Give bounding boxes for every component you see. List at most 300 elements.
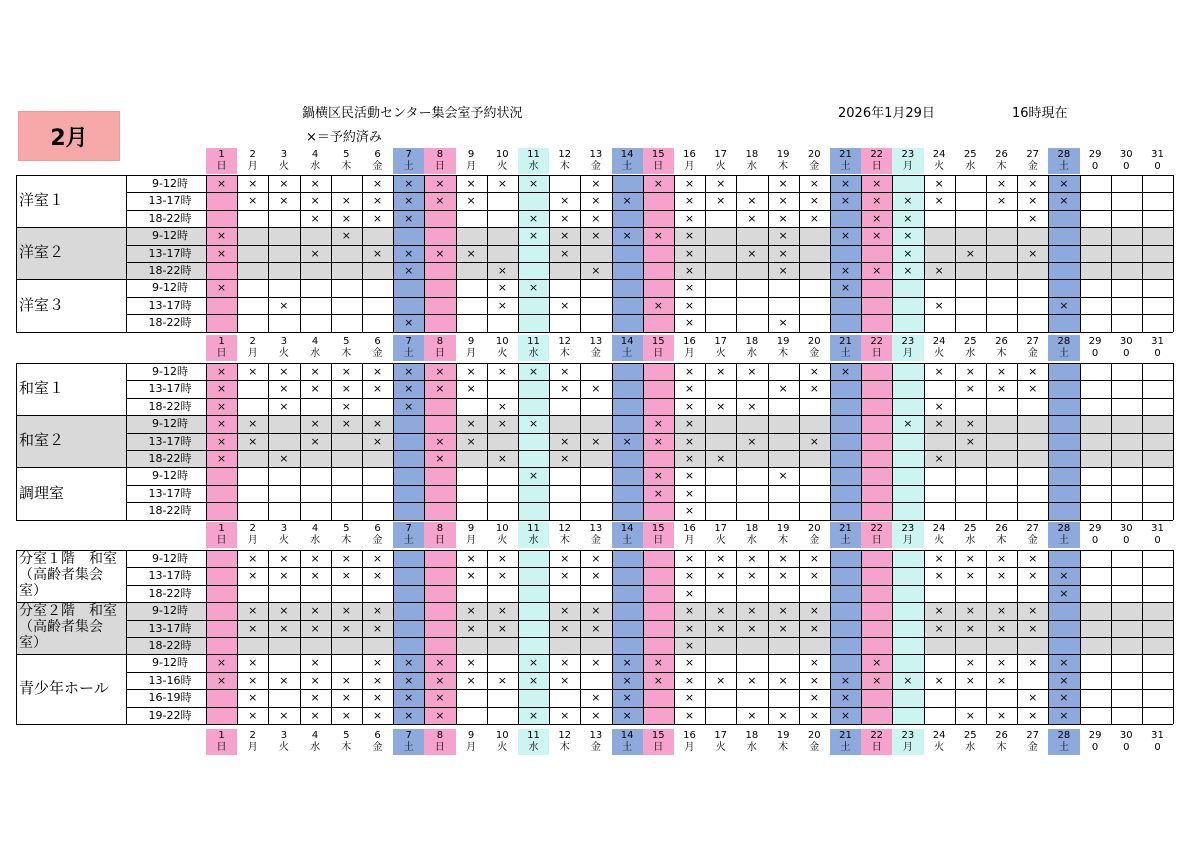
- day-weekday: 土: [1058, 535, 1069, 546]
- reserved-mark: ×: [684, 604, 695, 618]
- reserved-mark: ×: [1028, 708, 1038, 722]
- grid-vline: [549, 363, 550, 520]
- reserved-mark: ×: [404, 211, 414, 225]
- reserved-mark: ×: [497, 365, 507, 378]
- day-weekday: 水: [746, 348, 757, 359]
- reserved-mark: ×: [684, 281, 695, 295]
- grid-vline: [736, 550, 737, 724]
- day-number: 28: [1057, 336, 1071, 347]
- row-line: [126, 485, 1173, 486]
- reserved-mark: ×: [1028, 194, 1038, 208]
- reserved-mark: ×: [778, 211, 788, 225]
- time-slot: 13-17時: [148, 382, 192, 396]
- reserved-mark: ×: [372, 656, 383, 670]
- reserved-mark: ×: [778, 229, 788, 243]
- reserved-mark: ×: [310, 382, 320, 396]
- reserved-mark: ×: [684, 316, 695, 330]
- reserved-mark: ×: [809, 365, 819, 378]
- day-number: 27: [1026, 523, 1040, 534]
- day-weekday: 土: [1058, 742, 1069, 753]
- reserved-mark: ×: [1059, 656, 1069, 670]
- reserved-mark: ×: [934, 417, 944, 431]
- grid-vline: [1142, 363, 1143, 520]
- reserved-mark: ×: [778, 382, 788, 396]
- day-weekday: 日: [216, 535, 227, 546]
- day-number: 9: [467, 336, 475, 347]
- day-column-bg: [1048, 467, 1079, 519]
- reserved-mark: ×: [903, 246, 913, 260]
- reserved-mark: ×: [341, 382, 351, 396]
- day-weekday: 水: [746, 535, 757, 546]
- day-weekday: 日: [871, 742, 882, 753]
- day-weekday: 水: [528, 535, 539, 546]
- day-weekday: 月: [684, 348, 695, 359]
- reserved-mark: ×: [310, 604, 320, 618]
- day-weekday: 金: [590, 161, 601, 172]
- day-weekday: 金: [590, 348, 601, 359]
- reserved-mark: ×: [248, 569, 258, 583]
- day-number: 23: [901, 523, 915, 534]
- reserved-mark: ×: [747, 399, 757, 413]
- day-number: 21: [839, 523, 852, 534]
- reserved-mark: ×: [1059, 194, 1069, 208]
- reserved-mark: ×: [872, 229, 882, 243]
- day-number: 15: [651, 523, 665, 534]
- day-weekday: 火: [715, 348, 726, 359]
- reserved-mark: ×: [809, 194, 819, 208]
- grid-vline: [580, 363, 581, 520]
- day-weekday: 土: [622, 161, 633, 172]
- reserved-mark: ×: [716, 194, 726, 208]
- reserved-mark: ×: [965, 604, 975, 618]
- reserved-mark: ×: [622, 194, 632, 208]
- reserved-mark: ×: [716, 673, 726, 687]
- day-weekday: 水: [965, 535, 976, 546]
- reserved-mark: ×: [404, 708, 414, 722]
- grid-vline: [1142, 550, 1143, 724]
- grid-vline: [237, 363, 238, 520]
- day-number: 25: [963, 730, 977, 741]
- reserved-mark: ×: [560, 552, 570, 565]
- day-number: 7: [405, 523, 412, 534]
- day-weekday: 木: [559, 742, 570, 753]
- reserved-mark: ×: [248, 552, 258, 565]
- day-weekday: 日: [216, 348, 227, 359]
- day-column-bg: [612, 550, 643, 602]
- day-weekday: 木: [996, 161, 1007, 172]
- reserved-mark: ×: [341, 673, 351, 687]
- day-weekday: 土: [622, 348, 633, 359]
- reserved-mark: ×: [1028, 569, 1038, 583]
- day-column-bg: [830, 602, 861, 654]
- reserved-mark: ×: [310, 434, 320, 448]
- grid-vline: [1017, 175, 1018, 332]
- day-column-bg: [424, 467, 455, 519]
- day-weekday: 土: [403, 348, 414, 359]
- reserved-mark: ×: [216, 417, 227, 431]
- day-weekday: 日: [434, 161, 445, 172]
- day-weekday: 木: [341, 161, 352, 172]
- time-slot: 18-22時: [148, 586, 192, 600]
- day-weekday: 水: [746, 161, 757, 172]
- reserved-mark: ×: [1059, 298, 1069, 312]
- reserved-mark: ×: [965, 708, 975, 722]
- day-weekday: 火: [278, 742, 289, 753]
- day-number: 4: [311, 336, 319, 347]
- day-weekday: 日: [653, 161, 664, 172]
- reserved-mark: ×: [903, 211, 913, 225]
- reserved-mark: ×: [528, 229, 539, 243]
- day-weekday: 木: [996, 535, 1007, 546]
- reserved-mark: ×: [840, 177, 851, 190]
- time-slot: 9-12時: [152, 469, 188, 483]
- day-number: 5: [343, 523, 350, 534]
- day-number: 9: [467, 149, 475, 160]
- day-weekday: 0: [1091, 161, 1099, 172]
- reserved-mark: ×: [404, 264, 414, 277]
- reserved-mark: ×: [809, 552, 819, 565]
- day-weekday: 日: [434, 742, 445, 753]
- day-weekday: 木: [559, 161, 570, 172]
- grid-vline: [580, 550, 581, 724]
- reserved-mark: ×: [716, 452, 726, 465]
- day-number: 18: [745, 149, 759, 160]
- day-number: 25: [963, 523, 977, 534]
- grid-vline: [736, 175, 737, 332]
- reserved-mark: ×: [996, 552, 1007, 565]
- update-date: 2026年1月29日: [838, 106, 935, 121]
- reserved-mark: ×: [872, 673, 882, 687]
- day-number: 14: [620, 730, 634, 741]
- reserved-mark: ×: [684, 452, 695, 465]
- reserved-mark: ×: [341, 621, 351, 635]
- reserved-mark: ×: [279, 708, 289, 722]
- reserved-mark: ×: [404, 691, 414, 705]
- grid-vline: [924, 175, 925, 332]
- day-weekday: 金: [1027, 161, 1038, 172]
- reserved-mark: ×: [372, 246, 383, 260]
- day-weekday: 金: [372, 348, 383, 359]
- reserved-mark: ×: [778, 246, 788, 260]
- day-weekday: 月: [247, 535, 258, 546]
- reserved-mark: ×: [560, 229, 570, 243]
- reserved-mark: ×: [934, 452, 944, 465]
- row-line: [126, 707, 1173, 708]
- reserved-mark: ×: [809, 569, 819, 583]
- day-weekday: 木: [778, 535, 789, 546]
- reserved-mark: ×: [279, 194, 289, 208]
- reserved-mark: ×: [1059, 673, 1069, 687]
- reserved-mark: ×: [435, 246, 445, 260]
- day-weekday: 0: [1091, 535, 1099, 546]
- reserved-mark: ×: [466, 552, 476, 565]
- reserved-mark: ×: [809, 382, 819, 396]
- grid-vline: [424, 175, 425, 332]
- reserved-mark: ×: [684, 673, 695, 687]
- room-line: [16, 654, 1173, 655]
- reserved-mark: ×: [747, 552, 757, 565]
- day-column-bg: [1048, 602, 1079, 654]
- day-number: 4: [311, 730, 319, 741]
- grid-vline: [612, 550, 613, 724]
- reserved-mark: ×: [341, 552, 351, 565]
- reserved-mark: ×: [560, 194, 570, 208]
- time-slot: 9-12時: [152, 177, 188, 190]
- grid-vline: [612, 175, 613, 332]
- day-number: 6: [374, 149, 381, 160]
- day-weekday: 0: [1123, 161, 1130, 172]
- reserved-mark: ×: [216, 281, 227, 295]
- grid-vline: [16, 175, 17, 332]
- day-number: 14: [620, 336, 634, 347]
- day-weekday: 水: [528, 161, 539, 172]
- day-number: 13: [589, 523, 603, 534]
- day-column-bg: [393, 467, 424, 519]
- day-weekday: 水: [746, 742, 757, 753]
- reserved-mark: ×: [934, 552, 944, 565]
- grid-vline: [799, 363, 800, 520]
- day-number: 31: [1151, 149, 1164, 160]
- reserved-mark: ×: [809, 621, 819, 635]
- day-number: 15: [651, 149, 665, 160]
- room-name: 調理室: [19, 483, 65, 502]
- grid-vline: [518, 550, 519, 724]
- day-number: 30: [1119, 336, 1133, 347]
- reserved-mark: ×: [528, 656, 539, 670]
- grid-vline: [612, 363, 613, 520]
- day-column-bg: [424, 550, 455, 602]
- day-weekday: 0: [1154, 535, 1161, 546]
- reserved-mark: ×: [560, 604, 570, 618]
- reserved-mark: ×: [1028, 211, 1038, 225]
- reserved-mark: ×: [528, 469, 539, 483]
- page-title: 鍋横区民活動センター集会室予約状況: [302, 106, 523, 121]
- day-weekday: 土: [1058, 348, 1069, 359]
- grid-vline: [768, 363, 769, 520]
- day-number: 13: [589, 730, 603, 741]
- day-number: 19: [776, 523, 790, 534]
- time-slot: 13-17時: [148, 486, 192, 500]
- day-number: 17: [714, 149, 728, 160]
- time-slot: 9-12時: [152, 417, 188, 431]
- reserved-mark: ×: [684, 177, 695, 190]
- reserved-mark: ×: [622, 229, 632, 243]
- reserved-mark: ×: [560, 708, 570, 722]
- grid-vline: [206, 175, 207, 332]
- grid-vline: [1048, 363, 1049, 520]
- reserved-mark: ×: [310, 417, 320, 431]
- grid-vline: [268, 175, 269, 332]
- reserved-mark: ×: [372, 708, 383, 722]
- reserved-mark: ×: [653, 417, 663, 431]
- room-name: 和室１: [19, 379, 65, 398]
- reserved-mark: ×: [466, 365, 476, 378]
- reserved-mark: ×: [778, 552, 788, 565]
- reserved-mark: ×: [747, 673, 757, 687]
- reserved-mark: ×: [684, 399, 695, 413]
- day-number: 30: [1119, 523, 1133, 534]
- day-weekday: 0: [1154, 348, 1161, 359]
- reserved-mark: ×: [341, 211, 351, 225]
- reserved-mark: ×: [622, 691, 632, 705]
- reserved-mark: ×: [996, 194, 1007, 208]
- reserved-mark: ×: [497, 417, 507, 431]
- reserved-mark: ×: [497, 399, 507, 413]
- reserved-mark: ×: [684, 708, 695, 722]
- grid-vline: [799, 175, 800, 332]
- day-weekday: 火: [934, 535, 945, 546]
- grid-vline: [362, 175, 363, 332]
- reserved-mark: ×: [653, 656, 663, 670]
- day-weekday: 0: [1091, 742, 1099, 753]
- room-line: [16, 467, 1173, 468]
- row-line: [126, 245, 1173, 246]
- day-number: 30: [1119, 149, 1133, 160]
- grid-vline: [924, 363, 925, 520]
- day-weekday: 金: [372, 535, 383, 546]
- reserved-mark: ×: [965, 246, 975, 260]
- day-weekday: 金: [1027, 535, 1038, 546]
- day-number: 11: [527, 149, 540, 160]
- reserved-mark: ×: [840, 708, 851, 722]
- day-number: 19: [776, 730, 790, 741]
- grid-vline: [830, 175, 831, 332]
- reserved-mark: ×: [934, 194, 944, 208]
- day-number: 12: [558, 523, 572, 534]
- reserved-mark: ×: [684, 229, 695, 243]
- reserved-mark: ×: [965, 656, 975, 670]
- block-bottom-line: [16, 724, 1173, 725]
- grid-vline: [487, 363, 488, 520]
- day-number: 14: [620, 523, 634, 534]
- day-column-bg: [424, 279, 455, 331]
- reserved-mark: ×: [1028, 382, 1038, 396]
- reserved-mark: ×: [591, 229, 601, 243]
- day-column-bg: [424, 602, 455, 654]
- day-number: 11: [527, 336, 540, 347]
- day-weekday: 火: [278, 535, 289, 546]
- grid-vline: [126, 363, 127, 520]
- day-number: 18: [745, 730, 759, 741]
- reserved-mark: ×: [310, 569, 320, 583]
- reserved-mark: ×: [435, 177, 445, 190]
- room-name: 分室２階 和室（高齢者集会室）: [19, 603, 117, 652]
- reserved-mark: ×: [934, 298, 944, 312]
- day-number: 7: [405, 149, 412, 160]
- time-slot: 18-22時: [148, 264, 192, 277]
- grid-vline: [300, 363, 301, 520]
- reserved-mark: ×: [466, 194, 476, 208]
- grid-vline: [736, 363, 737, 520]
- time-slot: 13-17時: [148, 621, 192, 635]
- reserved-mark: ×: [778, 264, 788, 277]
- grid-vline: [16, 363, 17, 520]
- day-number: 27: [1026, 149, 1040, 160]
- day-weekday: 金: [809, 742, 820, 753]
- reserved-mark: ×: [653, 673, 663, 687]
- reserved-mark: ×: [528, 673, 539, 687]
- day-number: 1: [218, 149, 225, 160]
- day-column-bg: [643, 602, 674, 654]
- reserved-mark: ×: [684, 691, 695, 705]
- day-weekday: 金: [590, 742, 601, 753]
- reserved-mark: ×: [716, 552, 726, 565]
- reserved-mark: ×: [840, 281, 851, 295]
- day-number: 3: [280, 149, 288, 160]
- reserved-mark: ×: [310, 177, 320, 190]
- day-number: 21: [839, 149, 852, 160]
- day-number: 2: [249, 730, 256, 741]
- reserved-mark: ×: [747, 621, 757, 635]
- day-number: 8: [436, 730, 444, 741]
- day-number: 29: [1088, 730, 1102, 741]
- reserved-mark: ×: [684, 382, 695, 396]
- reserved-mark: ×: [497, 569, 507, 583]
- reserved-mark: ×: [216, 452, 227, 465]
- day-weekday: 日: [434, 535, 445, 546]
- reserved-mark: ×: [372, 177, 383, 190]
- reserved-mark: ×: [591, 211, 601, 225]
- day-number: 7: [405, 336, 412, 347]
- grid-vline: [487, 550, 488, 724]
- reserved-mark: ×: [372, 194, 383, 208]
- reserved-mark: ×: [1059, 569, 1069, 583]
- day-number: 23: [901, 336, 915, 347]
- reserved-mark: ×: [497, 621, 507, 635]
- reserved-mark: ×: [965, 417, 975, 431]
- reserved-mark: ×: [372, 621, 383, 635]
- grid-vline: [237, 175, 238, 332]
- reserved-mark: ×: [528, 365, 539, 378]
- reserved-mark: ×: [934, 621, 944, 635]
- day-number: 28: [1057, 523, 1071, 534]
- reserved-mark: ×: [747, 246, 757, 260]
- grid-vline: [1080, 363, 1081, 520]
- reserved-mark: ×: [528, 177, 539, 190]
- row-line: [126, 192, 1173, 193]
- reserved-mark: ×: [372, 604, 383, 618]
- reserved-mark: ×: [965, 621, 975, 635]
- day-number: 10: [495, 149, 509, 160]
- day-column-bg: [892, 550, 923, 602]
- day-weekday: 火: [497, 161, 508, 172]
- time-slot: 9-12時: [152, 365, 188, 378]
- room-name: 洋室２: [19, 243, 65, 262]
- reserved-mark: ×: [528, 281, 539, 295]
- grid-vline: [861, 175, 862, 332]
- reserved-mark: ×: [279, 365, 289, 378]
- grid-vline: [892, 363, 893, 520]
- day-weekday: 水: [310, 535, 321, 546]
- reserved-mark: ×: [497, 298, 507, 312]
- day-weekday: 金: [809, 161, 820, 172]
- day-number: 1: [218, 336, 225, 347]
- day-number: 4: [311, 149, 319, 160]
- reserved-mark: ×: [653, 486, 663, 500]
- reserved-mark: ×: [310, 194, 320, 208]
- reserved-mark: ×: [310, 211, 320, 225]
- time-slot: 13-16時: [148, 673, 192, 687]
- reserved-mark: ×: [310, 656, 320, 670]
- day-weekday: 土: [622, 535, 633, 546]
- month-badge: 2月: [18, 111, 120, 161]
- reserved-mark: ×: [404, 673, 414, 687]
- day-number: 24: [932, 523, 946, 534]
- reserved-mark: ×: [684, 298, 695, 312]
- reserved-mark: ×: [653, 177, 663, 190]
- day-number: 7: [405, 730, 412, 741]
- grid-vline: [331, 550, 332, 724]
